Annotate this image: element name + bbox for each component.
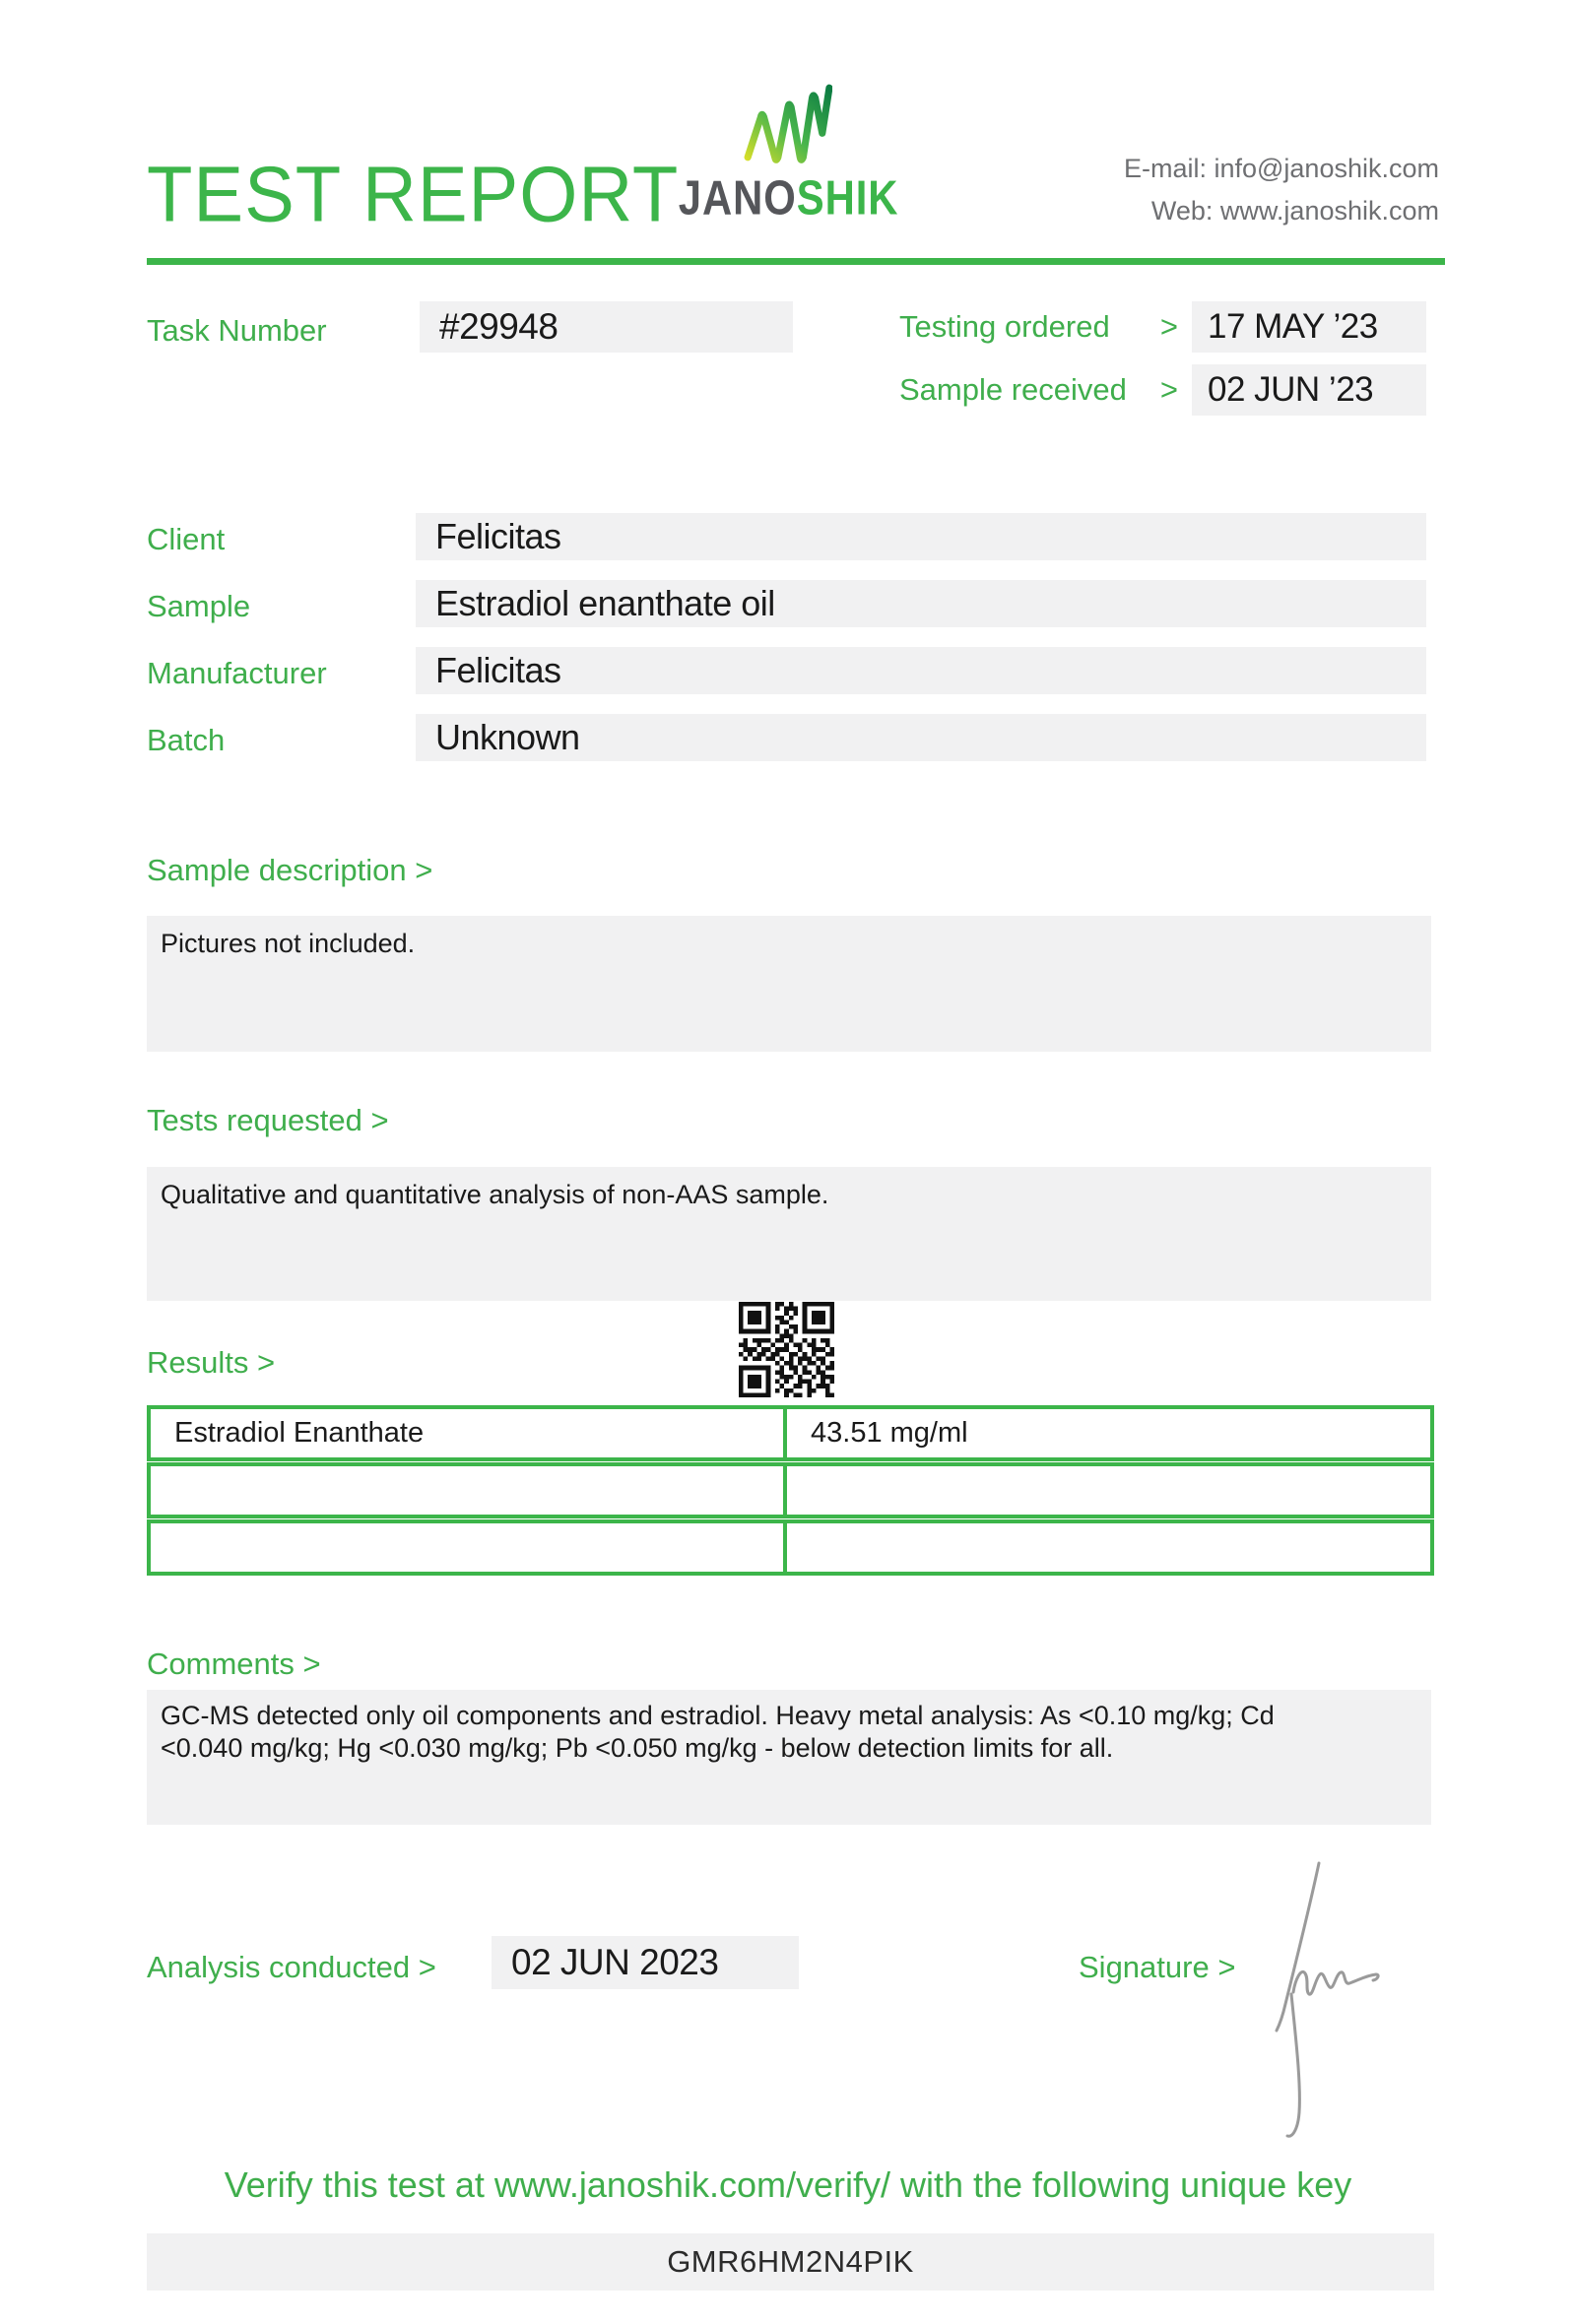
comments-box [147,1690,1431,1825]
info-field-sample [416,580,1426,627]
task-number-field [420,301,793,353]
result-substance [151,1466,787,1515]
info-field-client [416,513,1426,560]
table-row [147,1519,1434,1576]
info-label-batch: Batch [147,723,226,757]
sample-received-label: Sample received > [899,372,1178,407]
testing-ordered-label: Testing ordered > [899,309,1178,344]
tests-requested-text: Qualitative and quantitative analysis of non-AAS sample. [161,1180,829,1209]
result-value [787,1466,1430,1515]
task-number-label: Task Number [147,313,327,348]
result-value: 43.51 mg/ml [811,1417,968,1449]
task-number-value: #29948 [439,306,558,347]
verify-key-field: GMR6HM2N4PIK [147,2233,1434,2291]
testing-ordered-date: 17 MAY ’23 [1208,307,1378,346]
results-heading: Results > [147,1345,276,1380]
info-label-sample: Sample [147,589,251,623]
testing-ordered-field [1192,301,1426,353]
comments-line-1: GC-MS detected only oil components and estradiol. Heavy metal analysis: As <0.10 mg/kg; Cd [161,1701,1275,1730]
sample-description-heading: Sample description > [147,853,433,887]
info-value-manufacturer: Felicitas [435,650,561,690]
info-label-manufacturer: Manufacturer [147,656,327,690]
sample-description-text: Pictures not included. [161,929,416,958]
sample-received-field [1192,364,1426,416]
result-substance [151,1523,787,1572]
logo-word-accent: SHIK [796,171,899,226]
results-table [147,1405,1434,1577]
contact-web: Web: www.janoshik.com [1150,196,1439,226]
info-label-client: Client [147,522,226,556]
contact-block [1124,148,1439,232]
janoshik-logo [678,171,899,226]
signature-label: Signature > [1079,1950,1236,1984]
analysis-conducted-label: Analysis conducted > [147,1950,436,1984]
table-row [147,1462,1434,1518]
result-value [787,1523,1430,1572]
comments-heading: Comments > [147,1646,321,1681]
header-divider [147,258,1445,265]
info-field-batch [416,714,1426,761]
info-field-manufacturer [416,647,1426,694]
arrow-glyph: > [1159,309,1178,344]
verify-text: Verify this test at www.janoshik.com/verify/ with the following unique key [224,2164,1352,2205]
sample-received-date: 02 JUN ’23 [1208,370,1374,409]
qr-code [739,1302,834,1397]
tests-requested-box [147,1167,1431,1301]
comments-line-2: <0.040 mg/kg; Hg <0.030 mg/kg; Pb <0.050 mg/kg - below detection limits for all. [161,1733,1114,1763]
page-title: TEST REPORT [147,151,680,239]
info-value-sample: Estradiol enanthate oil [435,583,775,623]
result-substance: Estradiol Enanthate [151,1409,787,1457]
table-row [147,1405,1434,1461]
analysis-date-value: 02 JUN 2023 [511,1942,719,1982]
info-value-client: Felicitas [435,516,561,556]
info-value-batch: Unknown [435,717,580,757]
contact-email: E-mail: info@janoshik.com [1123,154,1439,183]
rising-chart-icon [742,81,832,163]
signature-image [1236,1827,1433,2152]
analysis-date-field [492,1936,799,1989]
tests-requested-heading: Tests requested > [147,1103,389,1137]
sample-description-box [147,916,1431,1052]
logo-word-primary: JANO [678,171,797,226]
arrow-glyph: > [1159,372,1178,407]
